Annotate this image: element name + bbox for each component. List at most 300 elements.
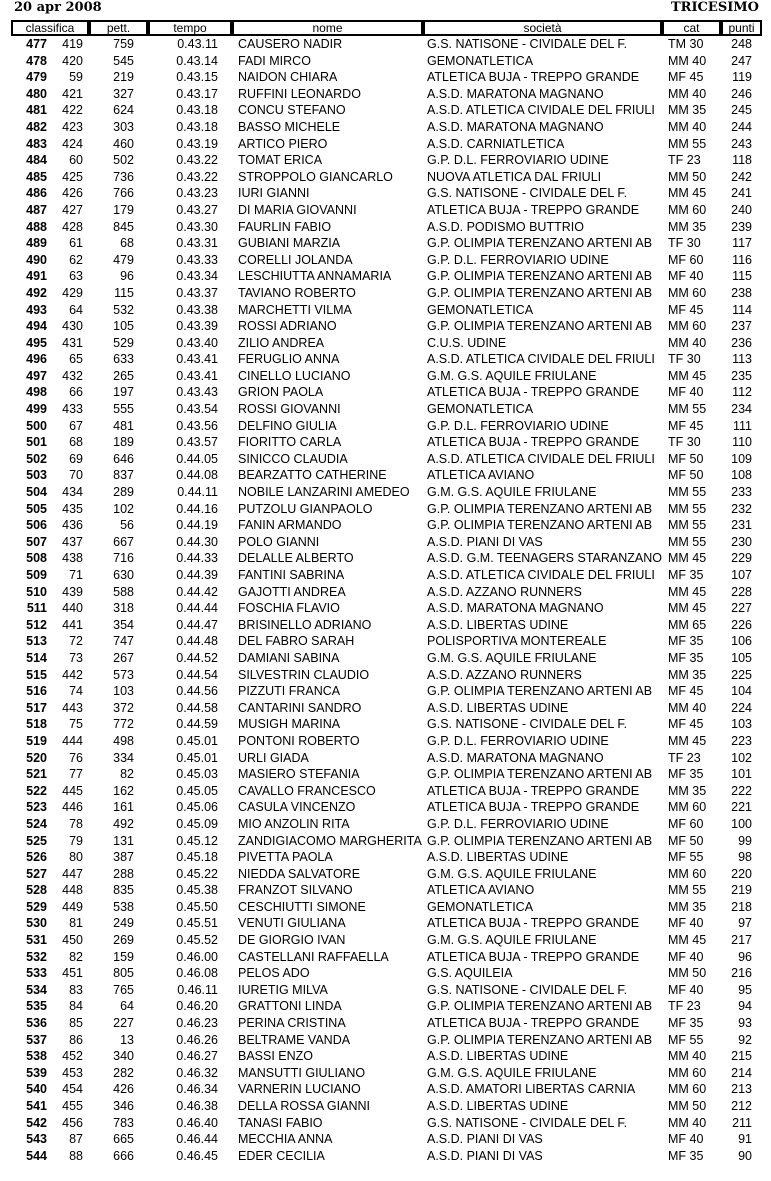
bib-number: 56 (120, 518, 134, 533)
overall-position: 535 (26, 999, 47, 1014)
table-row (11, 351, 762, 368)
points: 114 (732, 302, 752, 317)
gender-position: 84 (69, 999, 83, 1014)
table-row (11, 368, 762, 385)
bib-number: 716 (113, 551, 134, 566)
club-name: A.S.D. LIBERTAS UDINE (427, 1099, 569, 1113)
overall-position: 504 (26, 485, 47, 500)
race-time: 0.43.31 (176, 236, 218, 251)
athlete-name: PUTZOLU GIANPAOLO (238, 501, 373, 516)
club-name: G.M. G.S. AQUILE FRIULANE (427, 485, 597, 500)
points: 234 (731, 402, 752, 417)
gender-position: 437 (62, 534, 83, 549)
bib-number: 630 (113, 568, 134, 582)
table-row (11, 202, 762, 219)
category: MM 40 (668, 335, 707, 350)
category: MM 40 (668, 53, 707, 68)
club-name: A.S.D. MARATONA MAGNANO (427, 601, 604, 616)
race-time: 0.44.30 (176, 534, 218, 549)
category: MF 40 (668, 385, 704, 400)
category: MM 55 (668, 501, 707, 516)
points: 235 (731, 368, 752, 383)
bib-number: 288 (113, 866, 134, 881)
category: MM 35 (668, 899, 707, 914)
bib-number: 588 (113, 584, 134, 599)
bib-number: 372 (113, 700, 134, 715)
bib-number: 529 (113, 335, 134, 350)
race-time: 0.43.14 (176, 53, 218, 68)
athlete-name: MIO ANZOLIN RITA (238, 816, 350, 831)
athlete-name: MANSUTTI GIULIANO (238, 1065, 366, 1080)
points: 229 (731, 551, 752, 566)
gender-position: 68 (69, 435, 83, 450)
race-time: 0.44.16 (176, 501, 218, 516)
category: TF 23 (668, 999, 701, 1014)
athlete-name: EDER CECILIA (238, 1148, 325, 1163)
bib-number: 227 (113, 1016, 134, 1031)
gender-position: 445 (62, 783, 83, 798)
bib-number: 845 (113, 219, 134, 234)
points: 107 (731, 568, 752, 582)
race-time: 0.43.23 (176, 186, 218, 201)
overall-position: 490 (26, 252, 47, 267)
club-name: G.P. OLIMPIA TERENZANO ARTENI AB (427, 1032, 653, 1047)
table-row (11, 700, 762, 717)
club-name: G.P. OLIMPIA TERENZANO ARTENI AB (427, 999, 653, 1014)
points: 228 (731, 584, 752, 599)
table-row (11, 119, 762, 136)
gender-position: 424 (62, 136, 83, 151)
club-name: G.M. G.S. AQUILE FRIULANE (427, 866, 597, 881)
club-name: ATLETICA BUJA - TREPPO GRANDE (427, 202, 640, 217)
race-time: 0.43.56 (176, 418, 218, 433)
athlete-name: DELALLE ALBERTO (238, 551, 354, 566)
overall-position: 534 (26, 982, 47, 997)
athlete-name: LESCHIUTTA ANNAMARIA (238, 269, 392, 284)
gender-position: 60 (69, 153, 83, 168)
athlete-name: FOSCHIA FLAVIO (238, 601, 340, 616)
athlete-name: GRION PAOLA (238, 385, 324, 400)
gender-position: 454 (62, 1082, 83, 1097)
race-time: 0.45.12 (176, 833, 218, 848)
category: MM 45 (668, 551, 707, 566)
category: MM 40 (668, 119, 707, 134)
bib-number: 502 (113, 153, 134, 168)
race-time: 0.46.45 (176, 1148, 218, 1163)
overall-position: 513 (26, 634, 47, 649)
gender-position: 74 (69, 684, 83, 699)
gender-position: 444 (62, 733, 83, 748)
category: MM 35 (668, 219, 707, 234)
race-time: 0.44.33 (176, 551, 218, 566)
table-row (11, 1131, 762, 1148)
race-time: 0.44.19 (176, 518, 218, 533)
overall-position: 502 (26, 451, 47, 466)
bib-number: 532 (113, 302, 134, 317)
table-row (11, 484, 762, 501)
table-row (11, 418, 762, 435)
points: 92 (738, 1032, 752, 1047)
club-name: A.S.D. AZZANO RUNNERS (427, 667, 582, 682)
overall-position: 518 (26, 717, 47, 732)
table-row (11, 766, 762, 783)
overall-position: 540 (26, 1082, 47, 1097)
club-name: G.P. OLIMPIA TERENZANO ARTENI AB (427, 236, 653, 251)
table-row (11, 932, 762, 949)
gender-position: 419 (62, 37, 83, 51)
table-row (11, 219, 762, 236)
athlete-name: GUBIANI MARZIA (238, 236, 341, 251)
overall-position: 509 (26, 568, 47, 582)
race-time: 0.44.44 (176, 601, 218, 616)
category: MM 55 (668, 534, 707, 549)
athlete-name: CASTELLANI RAFFAELLA (238, 949, 389, 964)
club-name: G.S. NATISONE - CIVIDALE DEL F. (427, 982, 628, 997)
race-time: 0.45.01 (176, 733, 218, 748)
bib-number: 334 (113, 750, 134, 765)
athlete-name: NOBILE LANZARINI AMEDEO (238, 485, 410, 500)
club-name: A.S.D. AMATORI LIBERTAS CARNIA (427, 1082, 636, 1097)
bib-number: 646 (113, 451, 134, 466)
points: 103 (731, 717, 752, 732)
athlete-name: NAIDON CHIARA (238, 70, 338, 85)
overall-position: 522 (26, 783, 47, 798)
bib-number: 387 (113, 850, 134, 865)
category: MM 45 (668, 368, 707, 383)
points: 220 (731, 866, 752, 881)
category: MM 35 (668, 103, 707, 118)
table-row (11, 1148, 762, 1165)
athlete-name: CESCHIUTTI SIMONE (238, 899, 366, 914)
club-name: A.S.D. LIBERTAS UDINE (427, 617, 569, 632)
bib-number: 354 (113, 617, 134, 632)
col-societa: società (423, 20, 662, 36)
club-name: C.U.S. UDINE (427, 335, 507, 350)
overall-position: 483 (26, 136, 47, 151)
gender-position: 73 (69, 650, 83, 665)
category: MF 45 (668, 684, 704, 699)
gender-position: 429 (62, 285, 83, 300)
overall-position: 501 (26, 435, 47, 450)
category: TF 30 (668, 435, 701, 450)
race-time: 0.46.27 (176, 1049, 218, 1064)
table-row (11, 501, 762, 518)
col-cat: cat (662, 20, 721, 36)
category: MM 50 (668, 169, 707, 184)
athlete-name: TANASI FABIO (238, 1115, 323, 1130)
bib-number: 179 (113, 202, 134, 217)
table-row (11, 617, 762, 634)
bib-number: 64 (120, 999, 134, 1014)
athlete-name: IURI GIANNI (238, 186, 310, 201)
athlete-name: PIZZUTI FRANCA (238, 684, 341, 699)
race-time: 0.46.00 (176, 949, 218, 964)
bib-number: 340 (113, 1049, 134, 1064)
category: MM 60 (668, 202, 707, 217)
race-time: 0.46.20 (176, 999, 218, 1014)
table-row (11, 750, 762, 767)
points: 233 (731, 485, 752, 500)
overall-position: 485 (26, 169, 47, 184)
bib-number: 197 (113, 385, 134, 400)
gender-position: 452 (62, 1049, 83, 1064)
table-row (11, 1032, 762, 1049)
overall-position: 520 (26, 750, 47, 765)
bib-number: 759 (113, 37, 134, 51)
gender-position: 86 (69, 1032, 83, 1047)
category: MF 45 (668, 70, 704, 85)
col-nome: nome (232, 20, 423, 36)
club-name: G.P. OLIMPIA TERENZANO ARTENI AB (427, 501, 653, 516)
bib-number: 835 (113, 883, 134, 898)
overall-position: 494 (26, 319, 47, 334)
table-row (11, 302, 762, 319)
category: MM 35 (668, 667, 707, 682)
table-row (11, 833, 762, 850)
category: MF 35 (668, 568, 704, 582)
gender-position: 440 (62, 601, 83, 616)
gender-position: 69 (69, 451, 83, 466)
table-row (11, 965, 762, 982)
bib-number: 426 (113, 1082, 134, 1097)
bib-number: 96 (120, 269, 134, 284)
points: 242 (731, 169, 752, 184)
bib-number: 783 (113, 1115, 134, 1130)
table-row (11, 102, 762, 119)
athlete-name: MUSIGH MARINA (238, 717, 341, 732)
race-time: 0.44.47 (176, 617, 218, 632)
table-row (11, 318, 762, 335)
table-row (11, 667, 762, 684)
club-name: ATLETICA BUJA - TREPPO GRANDE (427, 916, 640, 931)
category: MM 45 (668, 186, 707, 201)
club-name: A.S.D. MARATONA MAGNANO (427, 119, 604, 134)
points: 225 (731, 667, 752, 682)
gender-position: 442 (62, 667, 83, 682)
overall-position: 523 (26, 800, 47, 815)
athlete-name: PIVETTA PAOLA (238, 850, 333, 865)
gender-position: 428 (62, 219, 83, 234)
bib-number: 249 (113, 916, 134, 931)
gender-position: 450 (62, 933, 83, 948)
athlete-name: BRISINELLO ADRIANO (238, 617, 372, 632)
race-time: 0.46.26 (176, 1032, 218, 1047)
race-time: 0.45.38 (176, 883, 218, 898)
bib-number: 479 (113, 252, 134, 267)
athlete-name: GAJOTTI ANDREA (238, 584, 346, 599)
col-punti: punti (721, 20, 762, 36)
category: MM 60 (668, 285, 707, 300)
race-time: 0.43.43 (176, 385, 218, 400)
points: 119 (732, 70, 752, 85)
race-time: 0.43.19 (176, 136, 218, 151)
overall-position: 487 (26, 202, 47, 217)
points: 95 (738, 982, 752, 997)
overall-position: 498 (26, 385, 47, 400)
club-name: GEMONATLETICA (427, 302, 534, 317)
athlete-name: POLO GIANNI (238, 534, 320, 549)
category: MF 50 (668, 468, 704, 483)
category: MF 35 (668, 650, 704, 665)
gender-position: 453 (62, 1065, 83, 1080)
race-time: 0.44.56 (176, 684, 218, 699)
race-time: 0.43.18 (176, 103, 218, 118)
bib-number: 624 (113, 103, 134, 118)
bib-number: 318 (113, 601, 134, 616)
overall-position: 495 (26, 335, 47, 350)
category: MM 55 (668, 402, 707, 417)
table-row (11, 384, 762, 401)
points: 246 (731, 86, 752, 101)
points: 215 (731, 1049, 752, 1064)
overall-position: 531 (26, 933, 47, 948)
category: MF 35 (668, 767, 704, 782)
overall-position: 496 (26, 352, 47, 367)
athlete-name: FERUGLIO ANNA (238, 352, 340, 367)
bib-number: 115 (114, 285, 134, 300)
athlete-name: STROPPOLO GIANCARLO (238, 169, 393, 184)
overall-position: 536 (26, 1016, 47, 1031)
bib-number: 667 (113, 534, 134, 549)
points: 248 (731, 37, 752, 51)
gender-position: 83 (69, 982, 83, 997)
overall-position: 477 (26, 37, 47, 51)
overall-position: 511 (26, 601, 47, 616)
race-time: 0.43.11 (177, 37, 218, 51)
table-row (11, 899, 762, 916)
overall-position: 479 (26, 70, 47, 85)
category: MF 40 (668, 1132, 704, 1147)
gender-position: 76 (69, 750, 83, 765)
col-pett: pett. (89, 20, 148, 36)
overall-position: 527 (26, 866, 47, 881)
points: 232 (731, 501, 752, 516)
athlete-name: FRANZOT SILVANO (238, 883, 353, 898)
bib-number: 837 (113, 468, 134, 483)
athlete-name: GRATTONI LINDA (238, 999, 342, 1014)
category: MM 65 (668, 617, 707, 632)
athlete-name: DAMIANI SABINA (238, 650, 340, 665)
overall-position: 505 (26, 501, 47, 516)
points: 224 (731, 700, 752, 715)
category: MM 60 (668, 1065, 707, 1080)
athlete-name: VARNERIN LUCIANO (238, 1082, 361, 1097)
category: MM 40 (668, 700, 707, 715)
race-time: 0.45.18 (176, 850, 218, 865)
gender-position: 422 (62, 103, 83, 118)
category: MM 50 (668, 1099, 707, 1113)
gender-position: 61 (69, 236, 83, 251)
athlete-name: DELFINO GIULIA (238, 418, 337, 433)
category: MM 55 (668, 883, 707, 898)
race-time: 0.43.17 (176, 86, 218, 101)
race-time: 0.43.37 (176, 285, 218, 300)
gender-position: 432 (62, 368, 83, 383)
table-row (11, 152, 762, 169)
category: MM 45 (668, 933, 707, 948)
race-time: 0.43.34 (176, 269, 218, 284)
overall-position: 544 (26, 1148, 47, 1163)
athlete-name: DEL FABRO SARAH (238, 634, 355, 649)
table-row (11, 949, 762, 966)
gender-position: 443 (62, 700, 83, 715)
category: MM 55 (668, 485, 707, 500)
table-row (11, 467, 762, 484)
points: 216 (731, 966, 752, 981)
points: 112 (732, 385, 752, 400)
race-time: 0.46.40 (176, 1115, 218, 1130)
club-name: G.P. D.L. FERROVIARIO UDINE (427, 816, 609, 831)
bib-number: 555 (113, 402, 134, 417)
race-time: 0.44.05 (176, 451, 218, 466)
category: MM 55 (668, 136, 707, 151)
gender-position: 81 (69, 916, 83, 931)
table-row (11, 600, 762, 617)
category: MF 35 (668, 634, 704, 649)
table-row (11, 1015, 762, 1032)
race-time: 0.43.39 (176, 319, 218, 334)
gender-position: 433 (62, 402, 83, 417)
bib-number: 666 (113, 1148, 134, 1163)
athlete-name: ZILIO ANDREA (238, 335, 325, 350)
category: TF 23 (668, 750, 701, 765)
table-row (11, 69, 762, 86)
race-time: 0.44.58 (176, 700, 218, 715)
club-name: GEMONATLETICA (427, 402, 534, 417)
table-row (11, 235, 762, 252)
points: 118 (732, 153, 752, 168)
category: MM 40 (668, 86, 707, 101)
athlete-name: SINICCO CLAUDIA (238, 451, 348, 466)
club-name: POLISPORTIVA MONTEREALE (427, 634, 607, 649)
club-name: G.M. G.S. AQUILE FRIULANE (427, 1065, 597, 1080)
table-row (11, 517, 762, 534)
category: MF 40 (668, 916, 704, 931)
category: MM 60 (668, 319, 707, 334)
points: 116 (732, 252, 752, 267)
points: 111 (732, 418, 752, 433)
club-name: ATLETICA BUJA - TREPPO GRANDE (427, 1016, 640, 1031)
bib-number: 736 (113, 169, 134, 184)
bib-number: 765 (113, 982, 134, 997)
gender-position: 427 (62, 202, 83, 217)
gender-position: 455 (62, 1099, 83, 1113)
club-name: G.M. G.S. AQUILE FRIULANE (427, 368, 597, 383)
category: MF 35 (668, 1016, 704, 1031)
table-row (11, 866, 762, 883)
gender-position: 65 (69, 352, 83, 367)
race-time: 0.43.22 (176, 153, 218, 168)
bib-number: 189 (113, 435, 134, 450)
table-row (11, 849, 762, 866)
club-name: G.P. OLIMPIA TERENZANO ARTENI AB (427, 285, 653, 300)
club-name: A.S.D. MARATONA MAGNANO (427, 86, 604, 101)
overall-position: 512 (26, 617, 47, 632)
club-name: A.S.D. LIBERTAS UDINE (427, 850, 569, 865)
bib-number: 327 (113, 86, 134, 101)
overall-position: 497 (26, 368, 47, 383)
race-time: 0.46.32 (176, 1065, 218, 1080)
points: 219 (731, 883, 752, 898)
bib-number: 346 (113, 1099, 134, 1113)
points: 214 (731, 1065, 752, 1080)
overall-position: 538 (26, 1049, 47, 1064)
race-time: 0.44.11 (177, 485, 218, 500)
athlete-name: URLI GIADA (238, 750, 309, 765)
overall-position: 514 (26, 650, 47, 665)
table-row (11, 998, 762, 1015)
table-row (11, 53, 762, 70)
